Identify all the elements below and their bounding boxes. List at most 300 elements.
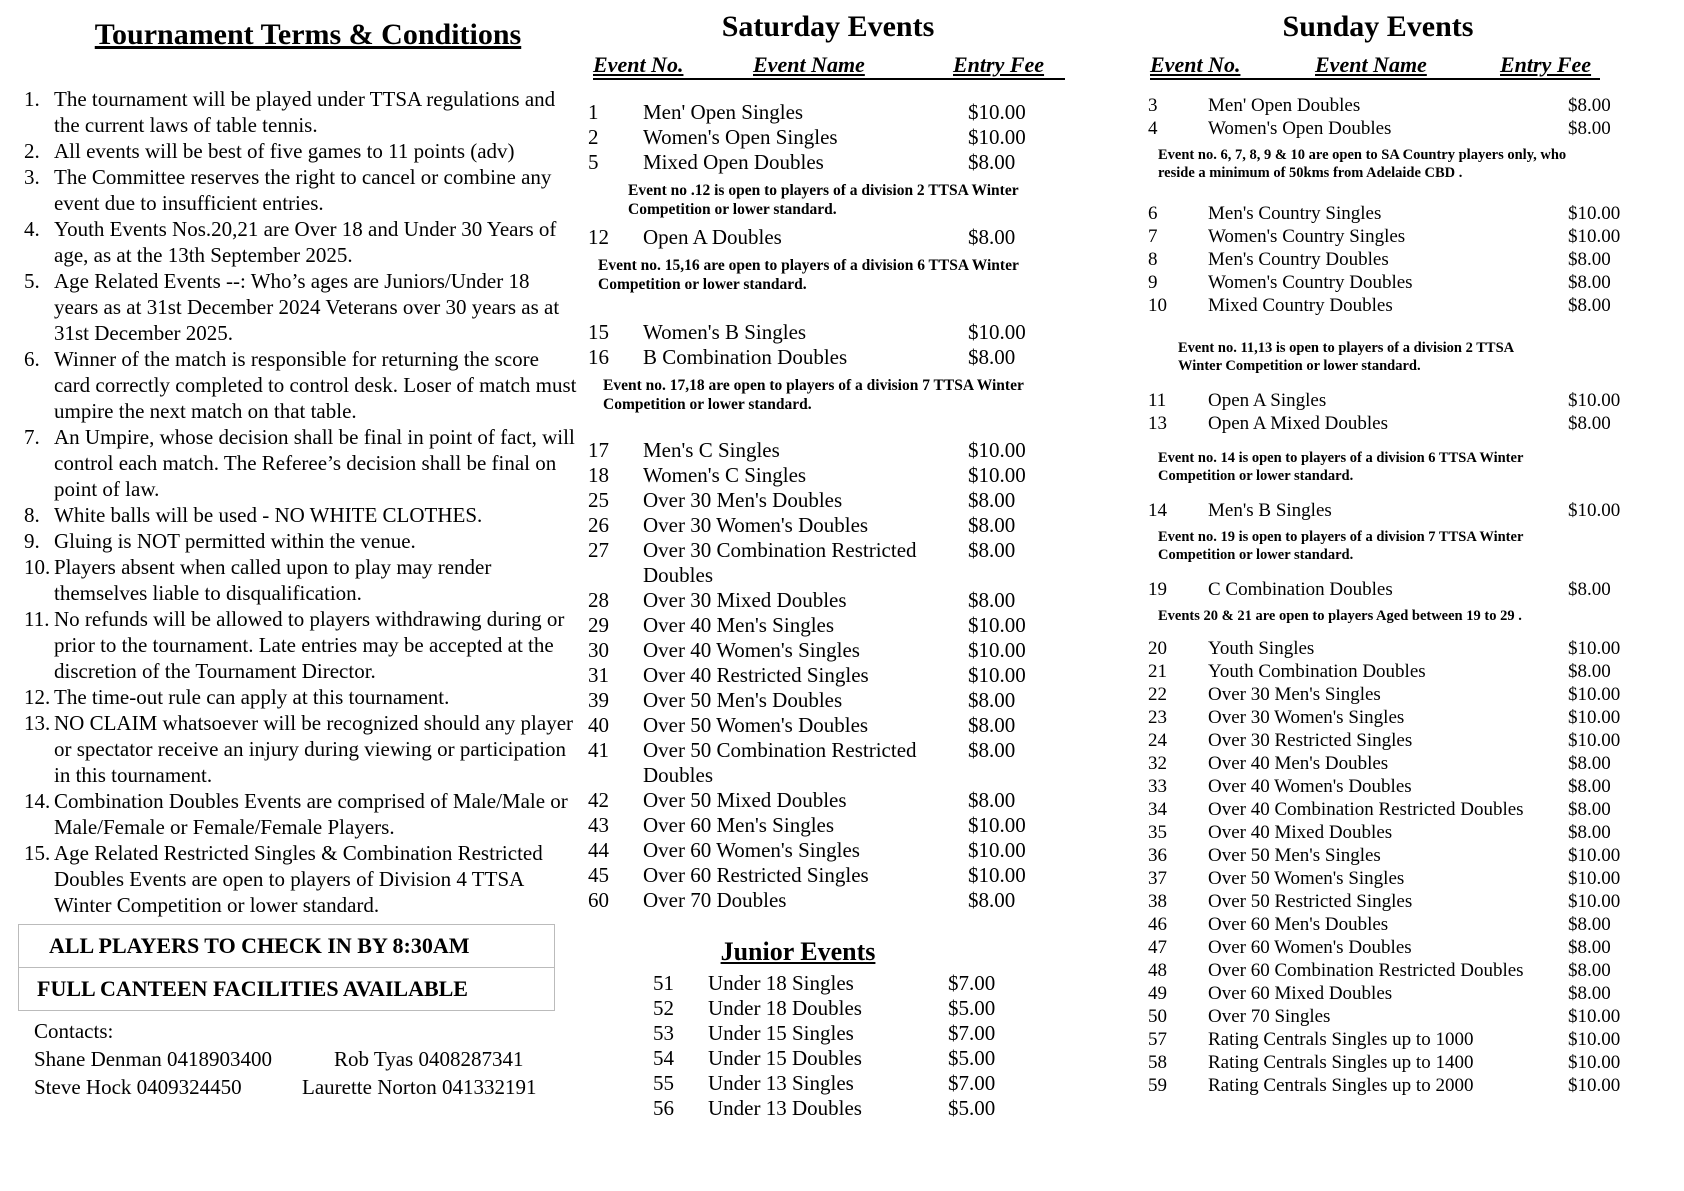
event-row	[588, 1046, 1068, 1071]
col-name: Event Name	[753, 52, 865, 77]
event-name: Over 30 Men's Singles	[1208, 684, 1381, 705]
event-number: 7	[1148, 226, 1158, 247]
event-row	[588, 1096, 1068, 1121]
event-number: 49	[1148, 983, 1167, 1004]
event-name: Over 40 Women's Singles	[643, 638, 860, 662]
event-number: 29	[588, 613, 609, 637]
event-fee: $7.00	[948, 1021, 996, 1045]
event-number: 16	[588, 345, 609, 369]
event-number: 6	[1148, 203, 1158, 224]
sunday-note-2: Event no. 11,13 is open to players of a division 2 TTSA Winter Competition or lower standard.	[1178, 340, 1514, 374]
event-name: Over 40 Women's Doubles	[1208, 776, 1412, 797]
col-event: Event No.	[1150, 52, 1241, 77]
event-fee: $10.00	[968, 438, 1026, 462]
event-row	[1148, 637, 1668, 660]
event-row	[1148, 959, 1668, 982]
saturday-group-2	[588, 225, 1068, 250]
event-row	[588, 1021, 1068, 1046]
junior-title: Junior Events	[720, 937, 876, 966]
event-number: 50	[1148, 1006, 1167, 1027]
sunday-header	[1150, 52, 1600, 80]
contacts-label: Contacts:	[34, 1019, 114, 1043]
col-event: Event No.	[593, 52, 684, 77]
event-number: 58	[1148, 1052, 1167, 1073]
event-fee: $5.00	[948, 996, 996, 1020]
terms-item: 7. An Umpire, whose decision shall be final in point of fact, will control each match. The Referee’s decision shall be final on point of law.	[24, 425, 575, 501]
event-fee: $10.00	[968, 813, 1026, 837]
col-fee: Entry Fee	[1500, 52, 1592, 77]
event-number: 57	[1148, 1029, 1167, 1050]
event-number: 52	[653, 996, 674, 1020]
event-row	[588, 863, 1068, 888]
contacts-row	[34, 1045, 578, 1073]
event-row	[1148, 729, 1668, 752]
event-name: Over 60 Women's Doubles	[1208, 937, 1412, 958]
event-number: 45	[588, 863, 609, 887]
event-name: Under 13 Singles	[708, 1071, 854, 1095]
contact: Laurette Norton 041332191	[302, 1075, 537, 1099]
event-row	[1148, 798, 1668, 821]
event-fee: $10.00	[1568, 500, 1621, 521]
event-number: 18	[588, 463, 609, 487]
event-fee: $8.00	[1568, 95, 1611, 116]
event-name: Women's C Singles	[643, 463, 807, 487]
event-name: Youth Combination Doubles	[1208, 661, 1426, 682]
event-number: 35	[1148, 822, 1167, 843]
terms-column	[18, 0, 578, 1101]
event-number: 59	[1148, 1075, 1167, 1096]
event-row	[588, 971, 1068, 996]
event-name: Over 50 Mixed Doubles	[643, 788, 847, 812]
event-row	[1148, 660, 1668, 683]
event-name: Over 70 Singles	[1208, 1006, 1331, 1027]
event-fee: $10.00	[1568, 638, 1621, 659]
event-number: 20	[1148, 638, 1167, 659]
sunday-note-5: Events 20 & 21 are open to players Aged between 19 to 29 .	[1158, 608, 1522, 624]
event-name: Men's B Singles	[1208, 500, 1332, 521]
event-row	[1148, 1005, 1668, 1028]
event-name: Under 18 Singles	[708, 971, 854, 995]
event-fee: $10.00	[1568, 891, 1621, 912]
event-row	[588, 813, 1068, 838]
event-number: 43	[588, 813, 609, 837]
event-number: 38	[1148, 891, 1167, 912]
event-number: 36	[1148, 845, 1167, 866]
event-fee: $8.00	[968, 738, 1016, 762]
event-name: Over 50 Combination Restricted Doubles	[643, 738, 917, 787]
event-name: Over 60 Restricted Singles	[643, 863, 869, 887]
event-number: 4	[1148, 118, 1158, 139]
event-fee: $10.00	[968, 638, 1026, 662]
event-number: 9	[1148, 272, 1158, 293]
event-row	[588, 613, 1068, 638]
event-fee: $8.00	[968, 225, 1016, 249]
event-fee: $8.00	[968, 888, 1016, 912]
event-fee: $8.00	[1568, 753, 1611, 774]
event-name: Women's Open Doubles	[1208, 118, 1392, 139]
event-number: 41	[588, 738, 609, 762]
terms-item: 9. Gluing is NOT permitted within the venue.	[24, 529, 416, 553]
event-name: Over 30 Mixed Doubles	[643, 588, 847, 612]
event-row	[1148, 706, 1668, 729]
event-row	[588, 125, 1068, 150]
sunday-group-6	[1148, 637, 1668, 1097]
event-fee: $8.00	[1568, 937, 1611, 958]
event-row	[588, 663, 1068, 688]
event-row	[588, 688, 1068, 713]
event-fee: $10.00	[1568, 1006, 1621, 1027]
contact: Rob Tyas 0408287341	[334, 1047, 524, 1071]
event-row	[1148, 1074, 1668, 1097]
event-name: Over 50 Men's Doubles	[643, 688, 843, 712]
saturday-title: Saturday Events	[721, 10, 935, 43]
event-number: 34	[1148, 799, 1167, 820]
event-name: Under 15 Singles	[708, 1021, 854, 1045]
saturday-group-4	[588, 438, 1068, 913]
event-row	[588, 788, 1068, 813]
terms-title: Tournament Terms & Conditions	[94, 18, 522, 51]
event-number: 24	[1148, 730, 1167, 751]
event-name: Over 50 Women's Singles	[1208, 868, 1405, 889]
event-fee: $8.00	[968, 713, 1016, 737]
event-name: Rating Centrals Singles up to 2000	[1208, 1075, 1474, 1096]
event-name: Men' Open Doubles	[1208, 95, 1361, 116]
event-name: Open A Mixed Doubles	[1208, 413, 1388, 434]
event-fee: $10.00	[968, 125, 1026, 149]
event-row	[588, 513, 1068, 538]
event-row	[1148, 202, 1668, 225]
event-number: 2	[588, 125, 599, 149]
event-row	[1148, 94, 1668, 117]
event-name: Over 60 Men's Singles	[643, 813, 835, 837]
terms-item: 2. All events will be best of five games to 11 points (adv)	[24, 139, 515, 163]
sunday-note-1: Event no. 6, 7, 8, 9 & 10 are open to SA Country players only, who reside a minimum of 50kms from Adelaide CBD .	[1158, 147, 1567, 181]
event-row	[1148, 117, 1668, 140]
contacts-row	[34, 1073, 578, 1101]
event-number: 10	[1148, 295, 1167, 316]
event-fee: $10.00	[1568, 684, 1621, 705]
event-row	[588, 638, 1068, 663]
terms-item: 6. Winner of the match is responsible for returning the score card correctly completed to control desk. Loser of match must umpire the next match on that table.	[24, 347, 577, 423]
event-number: 31	[588, 663, 609, 687]
event-number: 55	[653, 1071, 674, 1095]
event-name: Men's C Singles	[643, 438, 780, 462]
event-number: 27	[588, 538, 609, 562]
event-fee: $8.00	[1568, 661, 1611, 682]
col-fee: Entry Fee	[953, 52, 1045, 77]
event-row	[588, 1071, 1068, 1096]
event-name: Over 40 Restricted Singles	[643, 663, 869, 687]
sunday-note-3: Event no. 14 is open to players of a division 6 TTSA Winter Competition or lower standard.	[1158, 450, 1524, 484]
event-row	[1148, 499, 1668, 522]
event-row	[588, 225, 1068, 250]
event-fee: $8.00	[1568, 914, 1611, 935]
checkin-notice: ALL PLAYERS TO CHECK IN BY 8:30AM	[49, 933, 470, 958]
event-row	[588, 463, 1068, 488]
event-row	[588, 713, 1068, 738]
event-row	[1148, 412, 1668, 435]
event-name: Over 30 Restricted Singles	[1208, 730, 1413, 751]
event-name: Youth Singles	[1208, 638, 1315, 659]
event-number: 12	[588, 225, 609, 249]
event-fee: $8.00	[968, 513, 1016, 537]
event-row	[1148, 890, 1668, 913]
event-name: Under 18 Doubles	[708, 996, 862, 1020]
sunday-group-4	[1148, 499, 1668, 522]
event-fee: $10.00	[968, 613, 1026, 637]
terms-item: 12. The time-out rule can apply at this tournament.	[24, 685, 450, 709]
event-number: 26	[588, 513, 609, 537]
event-name: Over 40 Men's Singles	[643, 613, 835, 637]
event-name: Over 30 Men's Doubles	[643, 488, 843, 512]
terms-item: 15. Age Related Restricted Singles & Combination Restricted Doubles Events are open to players of Division 4 TTSA Winter Competition or lower standard.	[24, 841, 543, 917]
event-row	[1148, 578, 1668, 601]
event-name: Rating Centrals Singles up to 1000	[1208, 1029, 1474, 1050]
event-row	[588, 150, 1068, 175]
contact: Steve Hock 0409324450	[34, 1075, 242, 1099]
terms-item: 10. Players absent when called upon to play may render themselves liable to disqualification.	[24, 555, 492, 605]
saturday-note-2: Event no. 15,16 are open to players of a division 6 TTSA Winter Competition or lower standard.	[598, 257, 1019, 293]
saturday-header	[593, 52, 1065, 80]
event-number: 5	[588, 150, 599, 174]
terms-item: 1. The tournament will be played under TTSA regulations and the current laws of table tennis.	[24, 87, 556, 137]
event-number: 39	[588, 688, 609, 712]
event-row	[588, 438, 1068, 463]
event-fee: $5.00	[948, 1046, 996, 1070]
event-row	[588, 738, 1068, 788]
event-name: Rating Centrals Singles up to 1400	[1208, 1052, 1474, 1073]
event-row	[588, 100, 1068, 125]
saturday-group-3	[588, 320, 1068, 370]
event-fee: $10.00	[1568, 203, 1621, 224]
event-name: Open A Doubles	[643, 225, 782, 249]
event-fee: $8.00	[968, 788, 1016, 812]
event-row	[588, 538, 1068, 588]
event-fee: $10.00	[1568, 1075, 1621, 1096]
event-name: Over 30 Women's Singles	[1208, 707, 1405, 728]
col-name: Event Name	[1315, 52, 1427, 77]
event-name: Over 40 Combination Restricted Doubles	[1208, 799, 1524, 820]
event-fee: $10.00	[1568, 707, 1621, 728]
event-fee: $8.00	[1568, 983, 1611, 1004]
event-fee: $10.00	[968, 100, 1026, 124]
event-fee: $5.00	[948, 1096, 996, 1120]
event-number: 42	[588, 788, 609, 812]
event-fee: $8.00	[968, 538, 1016, 562]
event-fee: $10.00	[1568, 226, 1621, 247]
event-number: 23	[1148, 707, 1167, 728]
event-row	[1148, 248, 1668, 271]
event-row	[1148, 389, 1668, 412]
event-number: 54	[653, 1046, 674, 1070]
sunday-group-5	[1148, 578, 1668, 601]
event-number: 22	[1148, 684, 1167, 705]
event-number: 32	[1148, 753, 1167, 774]
event-name: Under 15 Doubles	[708, 1046, 862, 1070]
event-name: C Combination Doubles	[1208, 579, 1393, 600]
event-fee: $10.00	[1568, 845, 1621, 866]
event-fee: $8.00	[1568, 118, 1611, 139]
event-name: Over 30 Women's Doubles	[643, 513, 869, 537]
event-name: Over 50 Restricted Singles	[1208, 891, 1413, 912]
event-fee: $8.00	[968, 688, 1016, 712]
sunday-group-3	[1148, 389, 1668, 435]
event-row	[1148, 844, 1668, 867]
contacts	[18, 1017, 578, 1101]
event-name: Over 60 Mixed Doubles	[1208, 983, 1393, 1004]
event-number: 48	[1148, 960, 1167, 981]
event-name: Men's Country Doubles	[1208, 249, 1389, 270]
event-row	[1148, 867, 1668, 890]
contact: Shane Denman 0418903400	[34, 1047, 272, 1071]
canteen-notice: FULL CANTEEN FACILITIES AVAILABLE	[19, 967, 554, 1010]
event-name: Over 30 Combination Restricted Doubles	[643, 538, 917, 587]
event-row	[1148, 936, 1668, 959]
event-number: 37	[1148, 868, 1167, 889]
event-number: 47	[1148, 937, 1167, 958]
event-number: 1	[588, 100, 599, 124]
event-name: Mixed Open Doubles	[643, 150, 824, 174]
event-row	[588, 320, 1068, 345]
event-number: 30	[588, 638, 609, 662]
event-name: Over 60 Men's Doubles	[1208, 914, 1389, 935]
event-number: 11	[1148, 390, 1167, 411]
terms-item: 5. Age Related Events --: Who’s ages are Juniors/Under 18 years as at 31st December 2024 Veterans over 30 years as at 31st December 2025.	[24, 269, 560, 345]
event-row	[588, 996, 1068, 1021]
event-fee: $8.00	[1568, 295, 1611, 316]
event-number: 15	[588, 320, 609, 344]
saturday-note-1: Event no .12 is open to players of a division 2 TTSA Winter Competition or lower standard.	[628, 182, 1019, 218]
event-number: 53	[653, 1021, 674, 1045]
terms-item: 14. Combination Doubles Events are comprised of Male/Male or Male/Female or Female/Female Players.	[24, 789, 568, 839]
event-fee: $10.00	[1568, 868, 1621, 889]
event-number: 28	[588, 588, 609, 612]
event-name: Men's Country Singles	[1208, 203, 1382, 224]
event-fee: $8.00	[1568, 413, 1611, 434]
event-name: Men' Open Singles	[643, 100, 804, 124]
event-name: Over 40 Mixed Doubles	[1208, 822, 1393, 843]
event-fee: $8.00	[1568, 249, 1611, 270]
event-fee: $8.00	[1568, 579, 1611, 600]
event-number: 3	[1148, 95, 1158, 116]
event-fee: $10.00	[968, 320, 1026, 344]
event-fee: $10.00	[1568, 1029, 1621, 1050]
saturday-note-3: Event no. 17,18 are open to players of a division 7 TTSA Winter Competition or lower standard.	[603, 377, 1024, 413]
event-row	[1148, 1051, 1668, 1074]
event-row	[1148, 225, 1668, 248]
event-fee: $8.00	[1568, 822, 1611, 843]
event-row	[588, 588, 1068, 613]
event-fee: $8.00	[1568, 960, 1611, 981]
sunday-group-1	[1148, 94, 1668, 140]
terms-item: 4. Youth Events Nos.20,21 are Over 18 and Under 30 Years of age, as at the 13th September 2025.	[24, 217, 557, 267]
event-row	[1148, 683, 1668, 706]
event-fee: $8.00	[968, 588, 1016, 612]
event-number: 60	[588, 888, 609, 912]
event-fee: $10.00	[1568, 390, 1621, 411]
saturday-group-1	[588, 100, 1068, 175]
sunday-title: Sunday Events	[1282, 10, 1474, 43]
event-number: 14	[1148, 500, 1167, 521]
event-name: Over 40 Men's Doubles	[1208, 753, 1389, 774]
sunday-group-2	[1148, 202, 1668, 317]
terms-item: 8. White balls will be used - NO WHITE CLOTHES.	[24, 503, 483, 527]
event-number: 46	[1148, 914, 1167, 935]
event-number: 19	[1148, 579, 1167, 600]
sunday-column	[1148, 0, 1668, 1097]
event-name: Mixed Country Doubles	[1208, 295, 1393, 316]
event-number: 40	[588, 713, 609, 737]
notice-box	[18, 924, 555, 1011]
event-name: Over 60 Women's Singles	[643, 838, 860, 862]
event-number: 44	[588, 838, 609, 862]
event-row	[1148, 775, 1668, 798]
event-row	[588, 838, 1068, 863]
event-name: B Combination Doubles	[643, 345, 848, 369]
junior-group	[588, 971, 1068, 1121]
event-fee: $8.00	[1568, 272, 1611, 293]
event-row	[1148, 1028, 1668, 1051]
event-number: 17	[588, 438, 609, 462]
event-fee: $8.00	[1568, 799, 1611, 820]
event-name: Women's B Singles	[643, 320, 807, 344]
event-row	[1148, 271, 1668, 294]
event-row	[1148, 821, 1668, 844]
event-fee: $10.00	[968, 663, 1026, 687]
event-name: Over 50 Women's Doubles	[643, 713, 869, 737]
event-number: 25	[588, 488, 609, 512]
saturday-column	[588, 0, 1068, 1121]
event-name: Under 13 Doubles	[708, 1096, 862, 1120]
event-row	[1148, 752, 1668, 775]
event-fee: $10.00	[968, 838, 1026, 862]
event-row	[588, 488, 1068, 513]
event-row	[1148, 982, 1668, 1005]
sunday-note-4: Event no. 19 is open to players of a division 7 TTSA Winter Competition or lower standard.	[1158, 529, 1524, 563]
event-name: Over 60 Combination Restricted Doubles	[1208, 960, 1524, 981]
event-name: Women's Country Singles	[1208, 226, 1406, 247]
event-name: Women's Country Doubles	[1208, 272, 1413, 293]
event-fee: $10.00	[1568, 1052, 1621, 1073]
event-fee: $7.00	[948, 971, 996, 995]
event-row	[588, 888, 1068, 913]
event-number: 21	[1148, 661, 1167, 682]
event-fee: $8.00	[968, 150, 1016, 174]
event-number: 56	[653, 1096, 674, 1120]
event-number: 8	[1148, 249, 1158, 270]
event-name: Open A Singles	[1208, 390, 1327, 411]
event-number: 51	[653, 971, 674, 995]
terms-list	[18, 86, 578, 918]
event-fee: $7.00	[948, 1071, 996, 1095]
event-name: Over 50 Men's Singles	[1208, 845, 1381, 866]
event-fee: $10.00	[1568, 730, 1621, 751]
event-name: Over 70 Doubles	[643, 888, 787, 912]
terms-item: 13. NO CLAIM whatsoever will be recognized should any player or spectator receive an injury during viewing or participation in this tournament.	[24, 711, 574, 787]
event-number: 13	[1148, 413, 1167, 434]
terms-item: 11. No refunds will be allowed to players withdrawing during or prior to the tournament. Late entries may be accepted at the discretion of the Tournament Director.	[24, 607, 565, 683]
event-fee: $10.00	[968, 863, 1026, 887]
event-fee: $8.00	[1568, 776, 1611, 797]
event-number: 33	[1148, 776, 1167, 797]
event-row	[588, 345, 1068, 370]
event-fee: $10.00	[968, 463, 1026, 487]
event-fee: $8.00	[968, 488, 1016, 512]
terms-item: 3. The Committee reserves the right to cancel or combine any event due to insufficient entries.	[24, 165, 552, 215]
event-row	[1148, 294, 1668, 317]
event-fee: $8.00	[968, 345, 1016, 369]
event-row	[1148, 913, 1668, 936]
